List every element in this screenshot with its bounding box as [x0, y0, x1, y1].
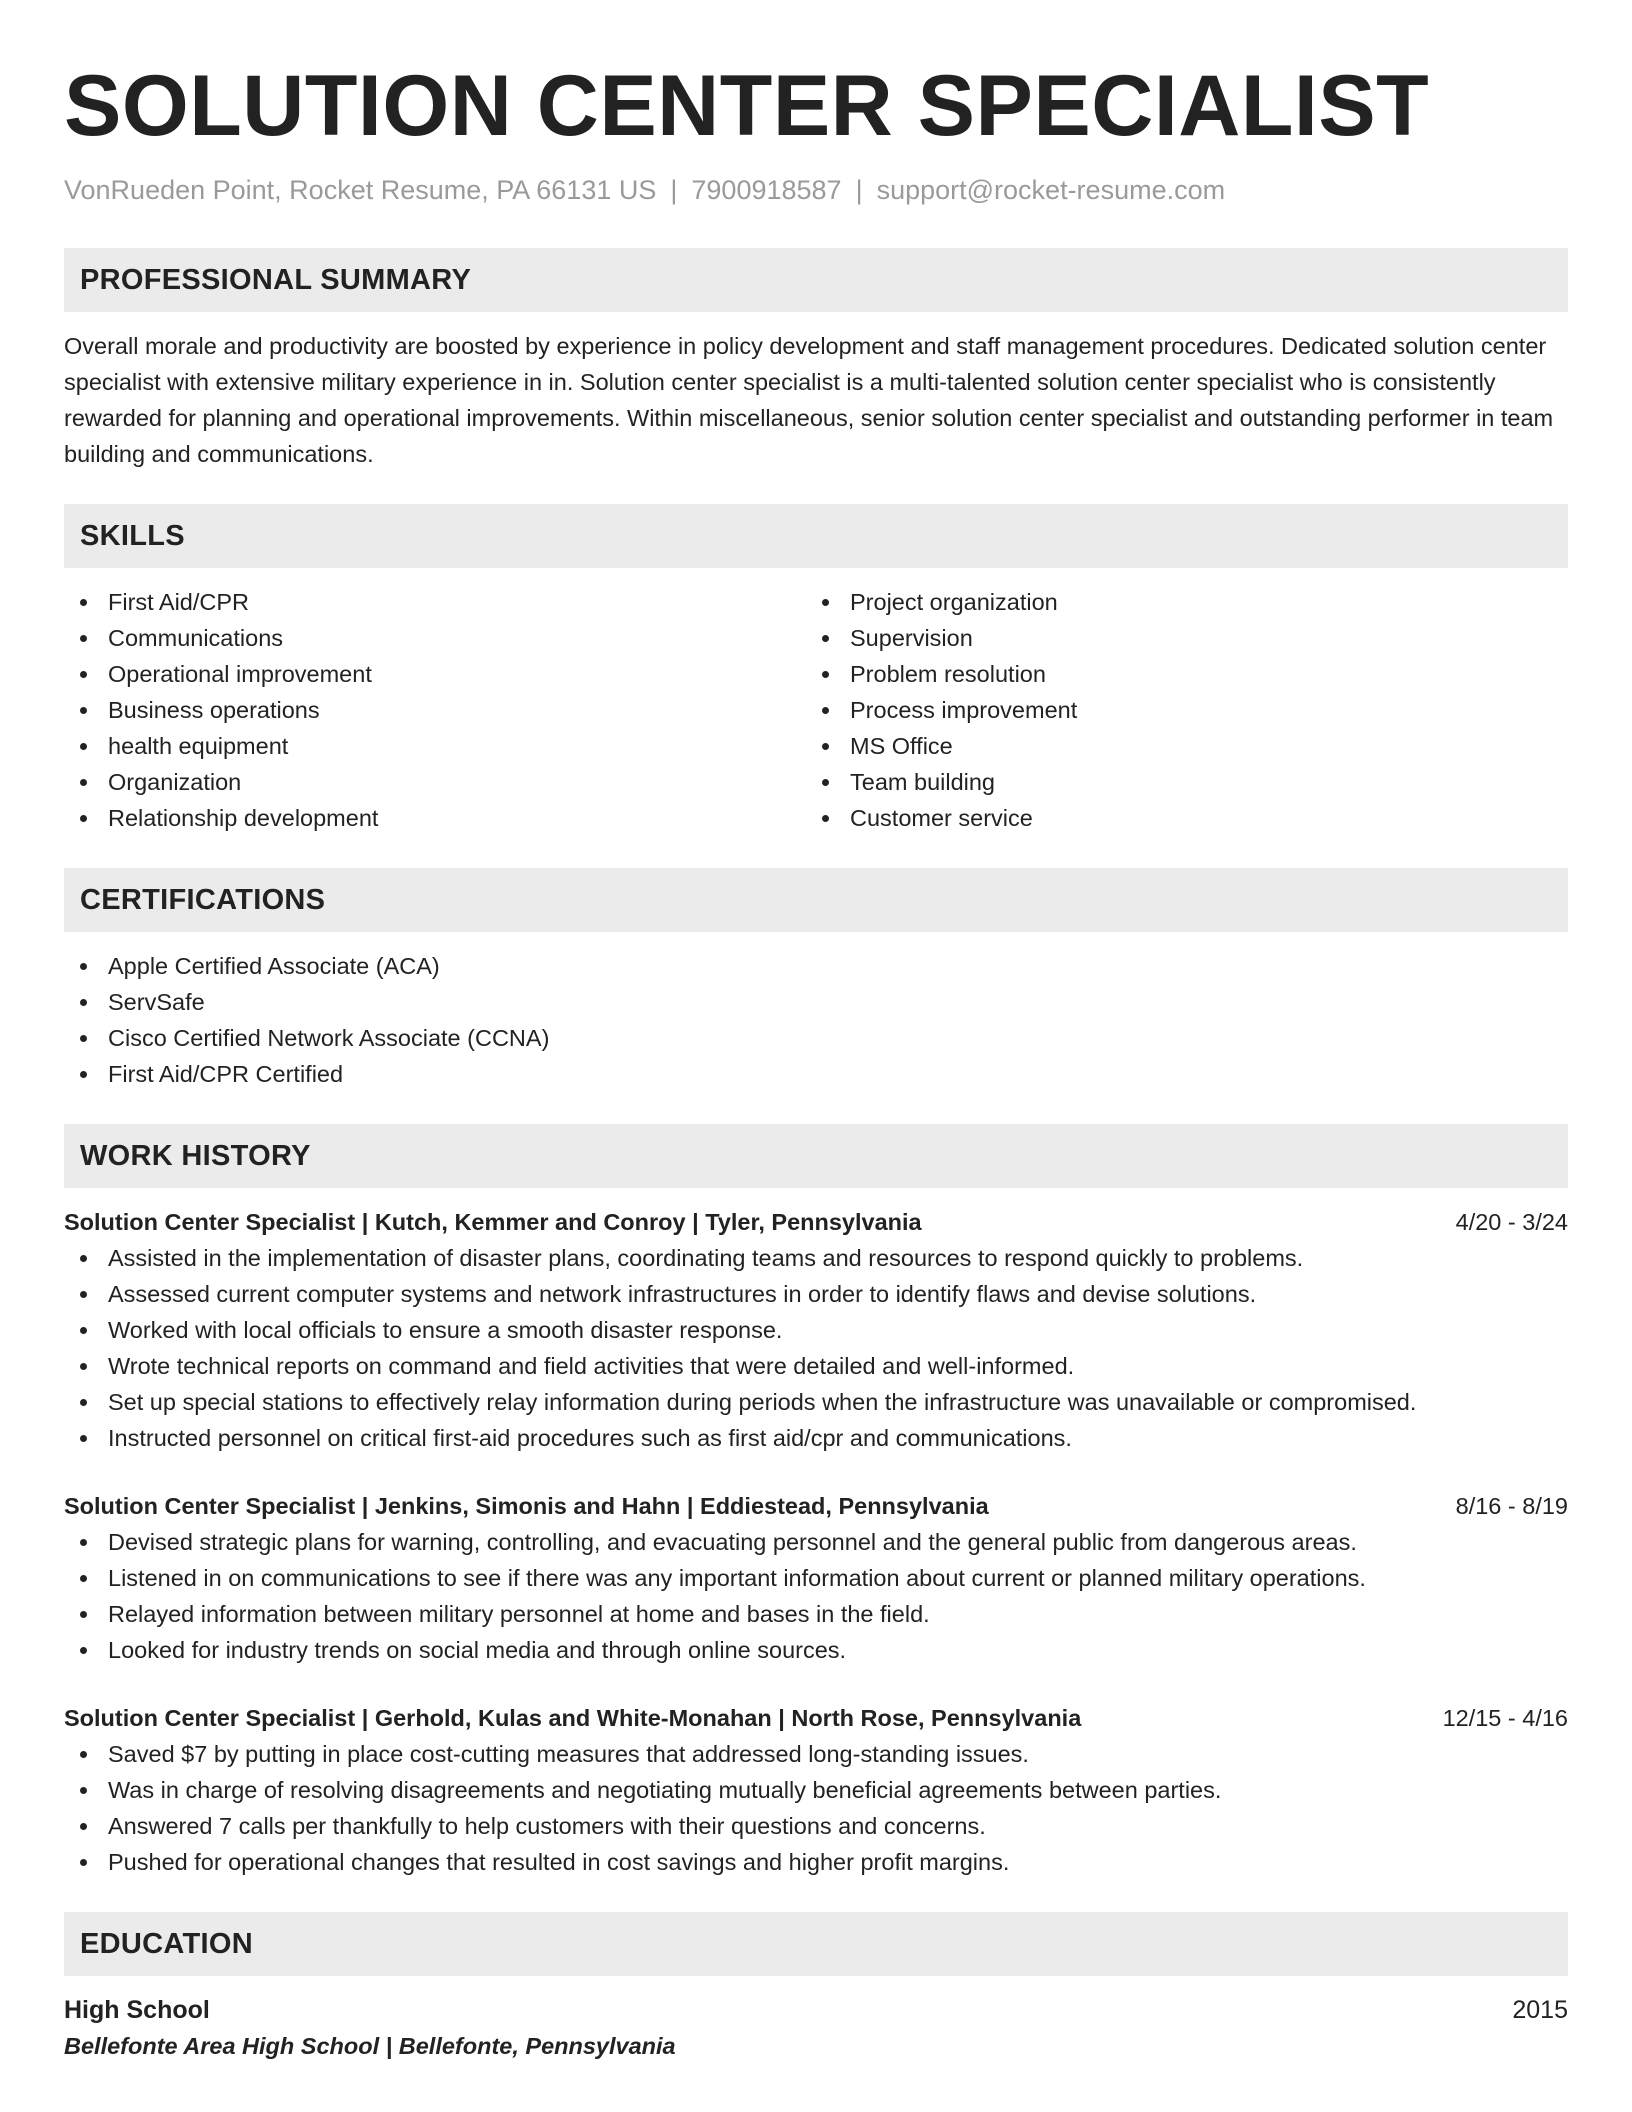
education-degree: High School: [64, 1996, 210, 2024]
bullet-icon: [80, 1539, 87, 1546]
bullet-icon: [822, 707, 829, 714]
bullet-icon: [822, 743, 829, 750]
education-entry: [64, 1992, 1568, 2064]
skill-item: Relationship development: [64, 800, 806, 836]
certification-item: Cisco Certified Network Associate (CCNA): [64, 1020, 1568, 1056]
skill-item: health equipment: [64, 728, 806, 764]
contact-separator: |: [855, 175, 863, 205]
job-bullet: Looked for industry trends on social media and through online sources.: [64, 1632, 1568, 1668]
skill-item: Problem resolution: [806, 656, 1548, 692]
bullet-icon: [80, 1611, 87, 1618]
education-year: 2015: [1512, 1996, 1568, 2024]
summary-section: [64, 248, 1568, 472]
job-bullet: Wrote technical reports on command and field activities that were detailed and well-informed.: [64, 1348, 1568, 1384]
skills-header: SKILLS: [64, 504, 1568, 568]
bullet-icon: [80, 1399, 87, 1406]
job-bullet: Relayed information between military personnel at home and bases in the field.: [64, 1596, 1568, 1632]
job-bullets: [64, 1240, 1568, 1456]
bullet-icon: [822, 635, 829, 642]
job-heading: [64, 1488, 1568, 1524]
education-section: [64, 1912, 1568, 2064]
bullet-icon: [80, 1035, 87, 1042]
job-bullet: Instructed personnel on critical first-aid procedures such as first aid/cpr and communications.: [64, 1420, 1568, 1456]
skills-section: [64, 504, 1568, 836]
skill-item: Operational improvement: [64, 656, 806, 692]
certification-item: First Aid/CPR Certified: [64, 1056, 1568, 1092]
bullet-icon: [822, 815, 829, 822]
job-bullets: [64, 1736, 1568, 1880]
job-heading: [64, 1204, 1568, 1240]
job-bullet: Listened in on communications to see if there was any important information about current or planned military operations.: [64, 1560, 1568, 1596]
job-entry: [64, 1700, 1568, 1880]
job-bullet: Worked with local officials to ensure a smooth disaster response.: [64, 1312, 1568, 1348]
education-header: EDUCATION: [64, 1912, 1568, 1976]
skill-item: Business operations: [64, 692, 806, 728]
bullet-icon: [822, 779, 829, 786]
job-title: Solution Center Specialist | Gerhold, Kulas and White-Monahan | North Rose, Pennsylvania: [64, 1705, 1082, 1731]
skill-item: Supervision: [806, 620, 1548, 656]
work-history-header: WORK HISTORY: [64, 1124, 1568, 1188]
certification-item: ServSafe: [64, 984, 1568, 1020]
job-bullets: [64, 1524, 1568, 1668]
bullet-icon: [80, 1291, 87, 1298]
bullet-icon: [80, 1823, 87, 1830]
job-title: Solution Center Specialist | Kutch, Kemmer and Conroy | Tyler, Pennsylvania: [64, 1209, 922, 1235]
education-school: Bellefonte Area High School | Bellefonte, Pennsylvania: [64, 2033, 676, 2059]
education-heading: [64, 1992, 1568, 2028]
bullet-icon: [80, 707, 87, 714]
job-dates: 8/16 - 8/19: [1455, 1493, 1568, 1519]
work-history-section: [64, 1124, 1568, 1880]
certification-item: Apple Certified Associate (ACA): [64, 948, 1568, 984]
bullet-icon: [822, 599, 829, 606]
bullet-icon: [80, 779, 87, 786]
certifications-section: [64, 868, 1568, 1092]
job-bullet: Set up special stations to effectively relay information during periods when the infrastructure was unavailable or compromised.: [64, 1384, 1568, 1420]
job-bullet: Answered 7 calls per thankfully to help customers with their questions and concerns.: [64, 1808, 1568, 1844]
job-title: Solution Center Specialist | Jenkins, Simonis and Hahn | Eddiestead, Pennsylvania: [64, 1493, 989, 1519]
skill-item: Communications: [64, 620, 806, 656]
skills-columns: [64, 584, 1568, 836]
bullet-icon: [80, 999, 87, 1006]
job-dates: 4/20 - 3/24: [1455, 1209, 1568, 1235]
bullet-icon: [80, 1787, 87, 1794]
bullet-icon: [80, 1071, 87, 1078]
contact-line: [64, 172, 1568, 208]
contact-address: VonRueden Point, Rocket Resume, PA 66131 US: [64, 175, 657, 205]
job-bullet: Assisted in the implementation of disaster plans, coordinating teams and resources to respond quickly to problems.: [64, 1240, 1568, 1276]
bullet-icon: [80, 599, 87, 606]
bullet-icon: [80, 671, 87, 678]
job-dates: 12/15 - 4/16: [1442, 1705, 1568, 1731]
bullet-icon: [822, 671, 829, 678]
certifications-list: [64, 948, 1568, 1092]
bullet-icon: [80, 1327, 87, 1334]
job-entry: [64, 1204, 1568, 1456]
skill-item: Customer service: [806, 800, 1548, 836]
bullet-icon: [80, 635, 87, 642]
bullet-icon: [80, 815, 87, 822]
skill-item: Project organization: [806, 584, 1548, 620]
bullet-icon: [80, 1363, 87, 1370]
bullet-icon: [80, 1647, 87, 1654]
skill-item: MS Office: [806, 728, 1548, 764]
bullet-icon: [80, 1575, 87, 1582]
job-bullet: Devised strategic plans for warning, controlling, and evacuating personnel and the general public from dangerous areas.: [64, 1524, 1568, 1560]
bullet-icon: [80, 1435, 87, 1442]
certifications-header: CERTIFICATIONS: [64, 868, 1568, 932]
skills-list-right: [806, 584, 1548, 836]
bullet-icon: [80, 1751, 87, 1758]
skill-item: First Aid/CPR: [64, 584, 806, 620]
contact-phone: 7900918587: [691, 175, 842, 205]
skill-item: Organization: [64, 764, 806, 800]
bullet-icon: [80, 963, 87, 970]
contact-separator: |: [670, 175, 678, 205]
bullet-icon: [80, 1255, 87, 1262]
job-bullet: Assessed current computer systems and network infrastructures in order to identify flaws and devise solutions.: [64, 1276, 1568, 1312]
job-bullet: Was in charge of resolving disagreements and negotiating mutually beneficial agreements between parties.: [64, 1772, 1568, 1808]
job-heading: [64, 1700, 1568, 1736]
skill-item: Team building: [806, 764, 1548, 800]
contact-email: support@rocket-resume.com: [876, 175, 1226, 205]
skill-item: Process improvement: [806, 692, 1548, 728]
summary-header: PROFESSIONAL SUMMARY: [64, 248, 1568, 312]
summary-text: Overall morale and productivity are boosted by experience in policy development and staff management procedures. Dedicated solution center specialist with extensive military experience in in. Solution center specialist is a multi-talented solution center specialist who is consistently rewarded for planning and operational improvements. Within miscellaneous, senior solution center specialist and outstanding performer in team building and communications.: [64, 333, 1554, 467]
bullet-icon: [80, 743, 87, 750]
job-bullet: Pushed for operational changes that resulted in cost savings and higher profit margins.: [64, 1844, 1568, 1880]
bullet-icon: [80, 1859, 87, 1866]
resume-name: SOLUTION CENTER SPECIALIST: [64, 58, 1430, 154]
job-entry: [64, 1488, 1568, 1668]
job-bullet: Saved $7 by putting in place cost-cutting measures that addressed long-standing issues.: [64, 1736, 1568, 1772]
resume-page: [64, 0, 1568, 2064]
skills-list-left: [64, 584, 806, 836]
